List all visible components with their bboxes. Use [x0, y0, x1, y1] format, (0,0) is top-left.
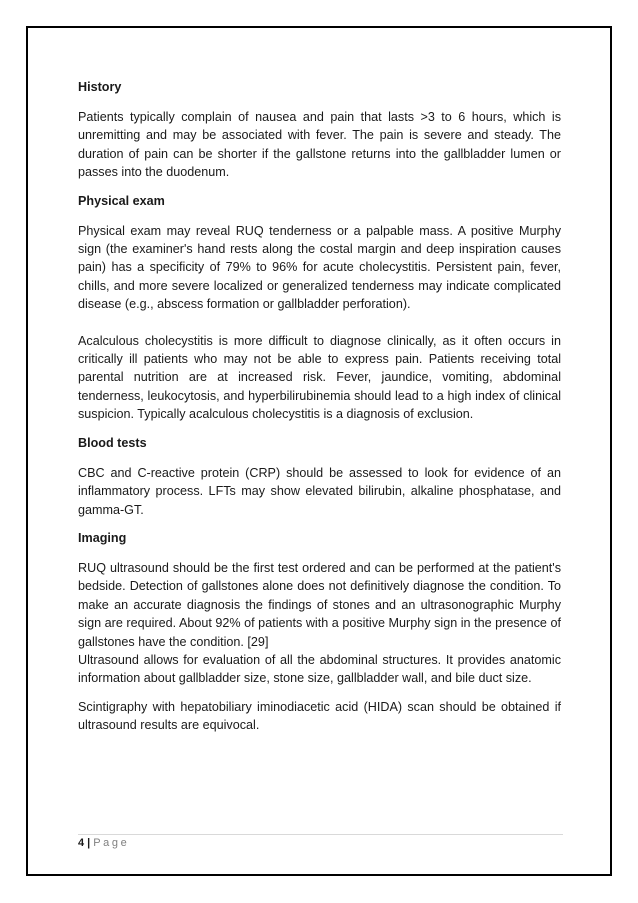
imaging-paragraph-hida: Scintigraphy with hepatobiliary iminodiacetic acid (HIDA) scan should be obtained if ultrasound results are equivocal.	[78, 699, 561, 733]
history-paragraph: Patients typically complain of nausea and pain that lasts >3 to 6 hours, which is unremitting and may be associated with fever. The pain is severe and steady. The duration of pain can be shorter if the gallstone returns into the gallbladder lumen or passes into the duodenum.	[78, 110, 561, 180]
footer-separator: |	[87, 837, 91, 849]
footer-divider	[78, 834, 563, 835]
blood-tests-paragraph: CBC and C-reactive protein (CRP) should be assessed to look for evidence of an inflammatory process. LFTs may show elevated bilirubin, alkaline phosphatase, and gamma-GT.	[78, 465, 561, 517]
imaging-paragraph-structures: Ultrasound allows for evaluation of all the abdominal structures. It provides anatomic information about gallbladder size, stone size, gallbladder wall, and bile duct size.	[78, 652, 561, 686]
section-heading-history: History	[78, 80, 122, 94]
physical-exam-paragraph: Physical exam may reveal RUQ tenderness or a palpable mass. A positive Murphy sign (the examiner's hand rests along the costal margin and deep inspiration causes pain) has a specificity of 79% to 96% for acute cholecystitis. Persistent pain, fever, chills, and more severe localized or generalized tenderness may indicate complicated disease (e.g., abscess formation or gallbladder perforation).	[78, 223, 561, 312]
section-heading-imaging: Imaging	[78, 530, 127, 545]
page-footer	[78, 836, 129, 850]
acalculous-paragraph: Acalculous cholecystitis is more difficult to diagnose clinically, as it often occurs in critically ill patients who may not be able to express pain. Patients receiving total parental nutrition are at increased risk. Fever, jaundice, vomiting, abdominal tenderness, leukocytosis, and hyperbilirubinemia should lead to a high index of clinical suspicion. Typically acalculous cholecystitis is a diagnosis of exclusion.	[78, 333, 561, 422]
section-heading-blood-tests: Blood tests	[78, 435, 147, 450]
section-heading-physical-exam: Physical exam	[78, 193, 165, 208]
imaging-paragraph-ultrasound: RUQ ultrasound should be the first test ordered and can be performed at the patient's bedside. Detection of gallstones alone does not definitively diagnose the condition. To make an accurate diagnosis the findings of stones and an ultrasonographic Murphy sign are required. About 92% of patients with a positive Murphy sign in the presence of gallstones have the condition. [29]	[78, 560, 561, 649]
page-label: Page	[93, 837, 130, 849]
page-number: 4	[78, 837, 85, 849]
document-body	[78, 78, 561, 735]
